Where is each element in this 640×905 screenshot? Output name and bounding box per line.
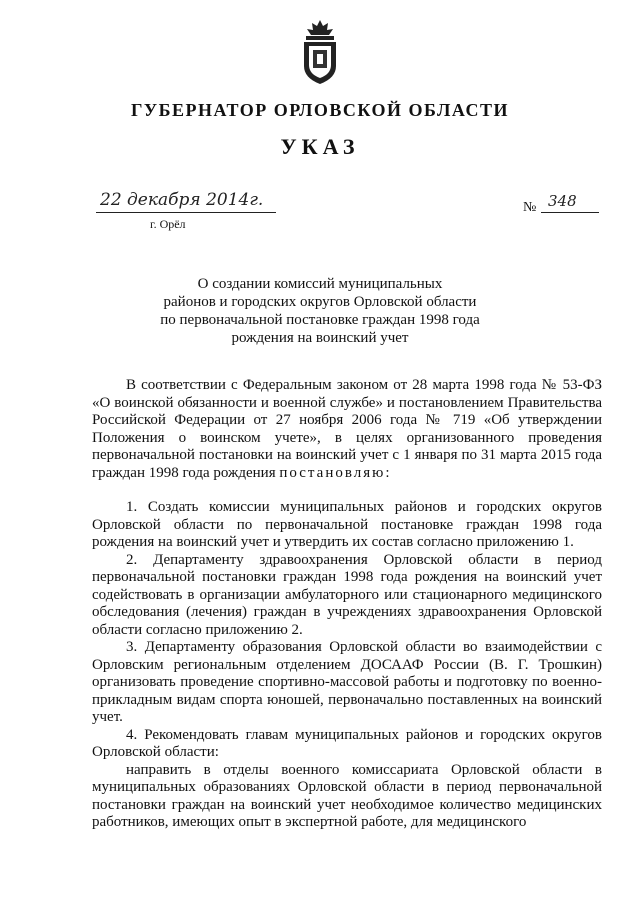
city-label: г. Орёл	[150, 217, 186, 231]
governor-heading: ГУБЕРНАТОР ОРЛОВСКОЙ ОБЛАСТИ	[130, 100, 510, 120]
decree-body	[92, 377, 602, 832]
preamble-paragraph	[92, 377, 602, 482]
body-paragraph-1: 1. Создать комиссии муниципальных районов и городских округов Орловской области по первоначальной постановке граждан 1998 года рождения на воинский учет и утвердить их состав согласно приложению 1.	[92, 499, 602, 550]
body-paragraph-4: 4. Рекомендовать главам муниципальных районов и городских округов Орловской области:	[92, 726, 602, 760]
handwritten-date: 22 декабря 2014г.	[100, 190, 264, 210]
number-label: №	[523, 200, 537, 215]
preamble-text: В соответствии с Федеральным законом от 28 марта 1998 года № 53-ФЗ «О воинской обязанности и военной службе» и постановлением Правительства Российской Федерации от 27 ноября 2006 года № 719 «Об утверждении Положения о воинском учете», в целях организованного проведения первоначальной постановки на воинский учет с 1 января по 31 марта 2015 года граждан 1998 года рождения	[92, 377, 602, 481]
decree-title	[120, 275, 520, 347]
decree-word: постановляю:	[279, 464, 392, 481]
document-type-heading: УКАЗ	[280, 134, 360, 159]
body-paragraph-5: направить в отделы военного комиссариата Орловской области в муниципальных образованиях Орловской области в период первоначальной постановки граждан на воинский учет необходимое количество медицинских работников, имеющих опыт в экспертной работе, для медицинского	[92, 761, 602, 830]
title-line: по первоначальной постановке граждан 1998 года	[160, 312, 480, 328]
title-line: районов и городских округов Орловской области	[163, 294, 477, 310]
title-line: рождения на воинский учет	[231, 330, 409, 346]
body-paragraph-2: 2. Департаменту здравоохранения Орловской области в период первоначальной постановки граждан 1998 года рождения на воинский учет содействовать в организации амбулаторного или стационарного медицинского обследования (лечения) граждан в учреждениях здравоохранения Орловской области согласно приложению 2.	[92, 551, 602, 638]
coat-of-arms-emblem	[300, 18, 340, 86]
number-underline	[541, 212, 599, 213]
title-line: О создании комиссий муниципальных	[197, 276, 443, 292]
handwritten-number: 348	[548, 192, 577, 210]
body-paragraph-3: 3. Департаменту образования Орловской области во взаимодействии с Орловским региональным отделением ДОСААФ России (В. Г. Трошкин) организовать проведение спортивно-массовой работы и подготовку по военно-прикладным видам спорта юношей, первоначально поставленных на воинский учет.	[92, 639, 602, 725]
date-underline	[96, 212, 276, 213]
